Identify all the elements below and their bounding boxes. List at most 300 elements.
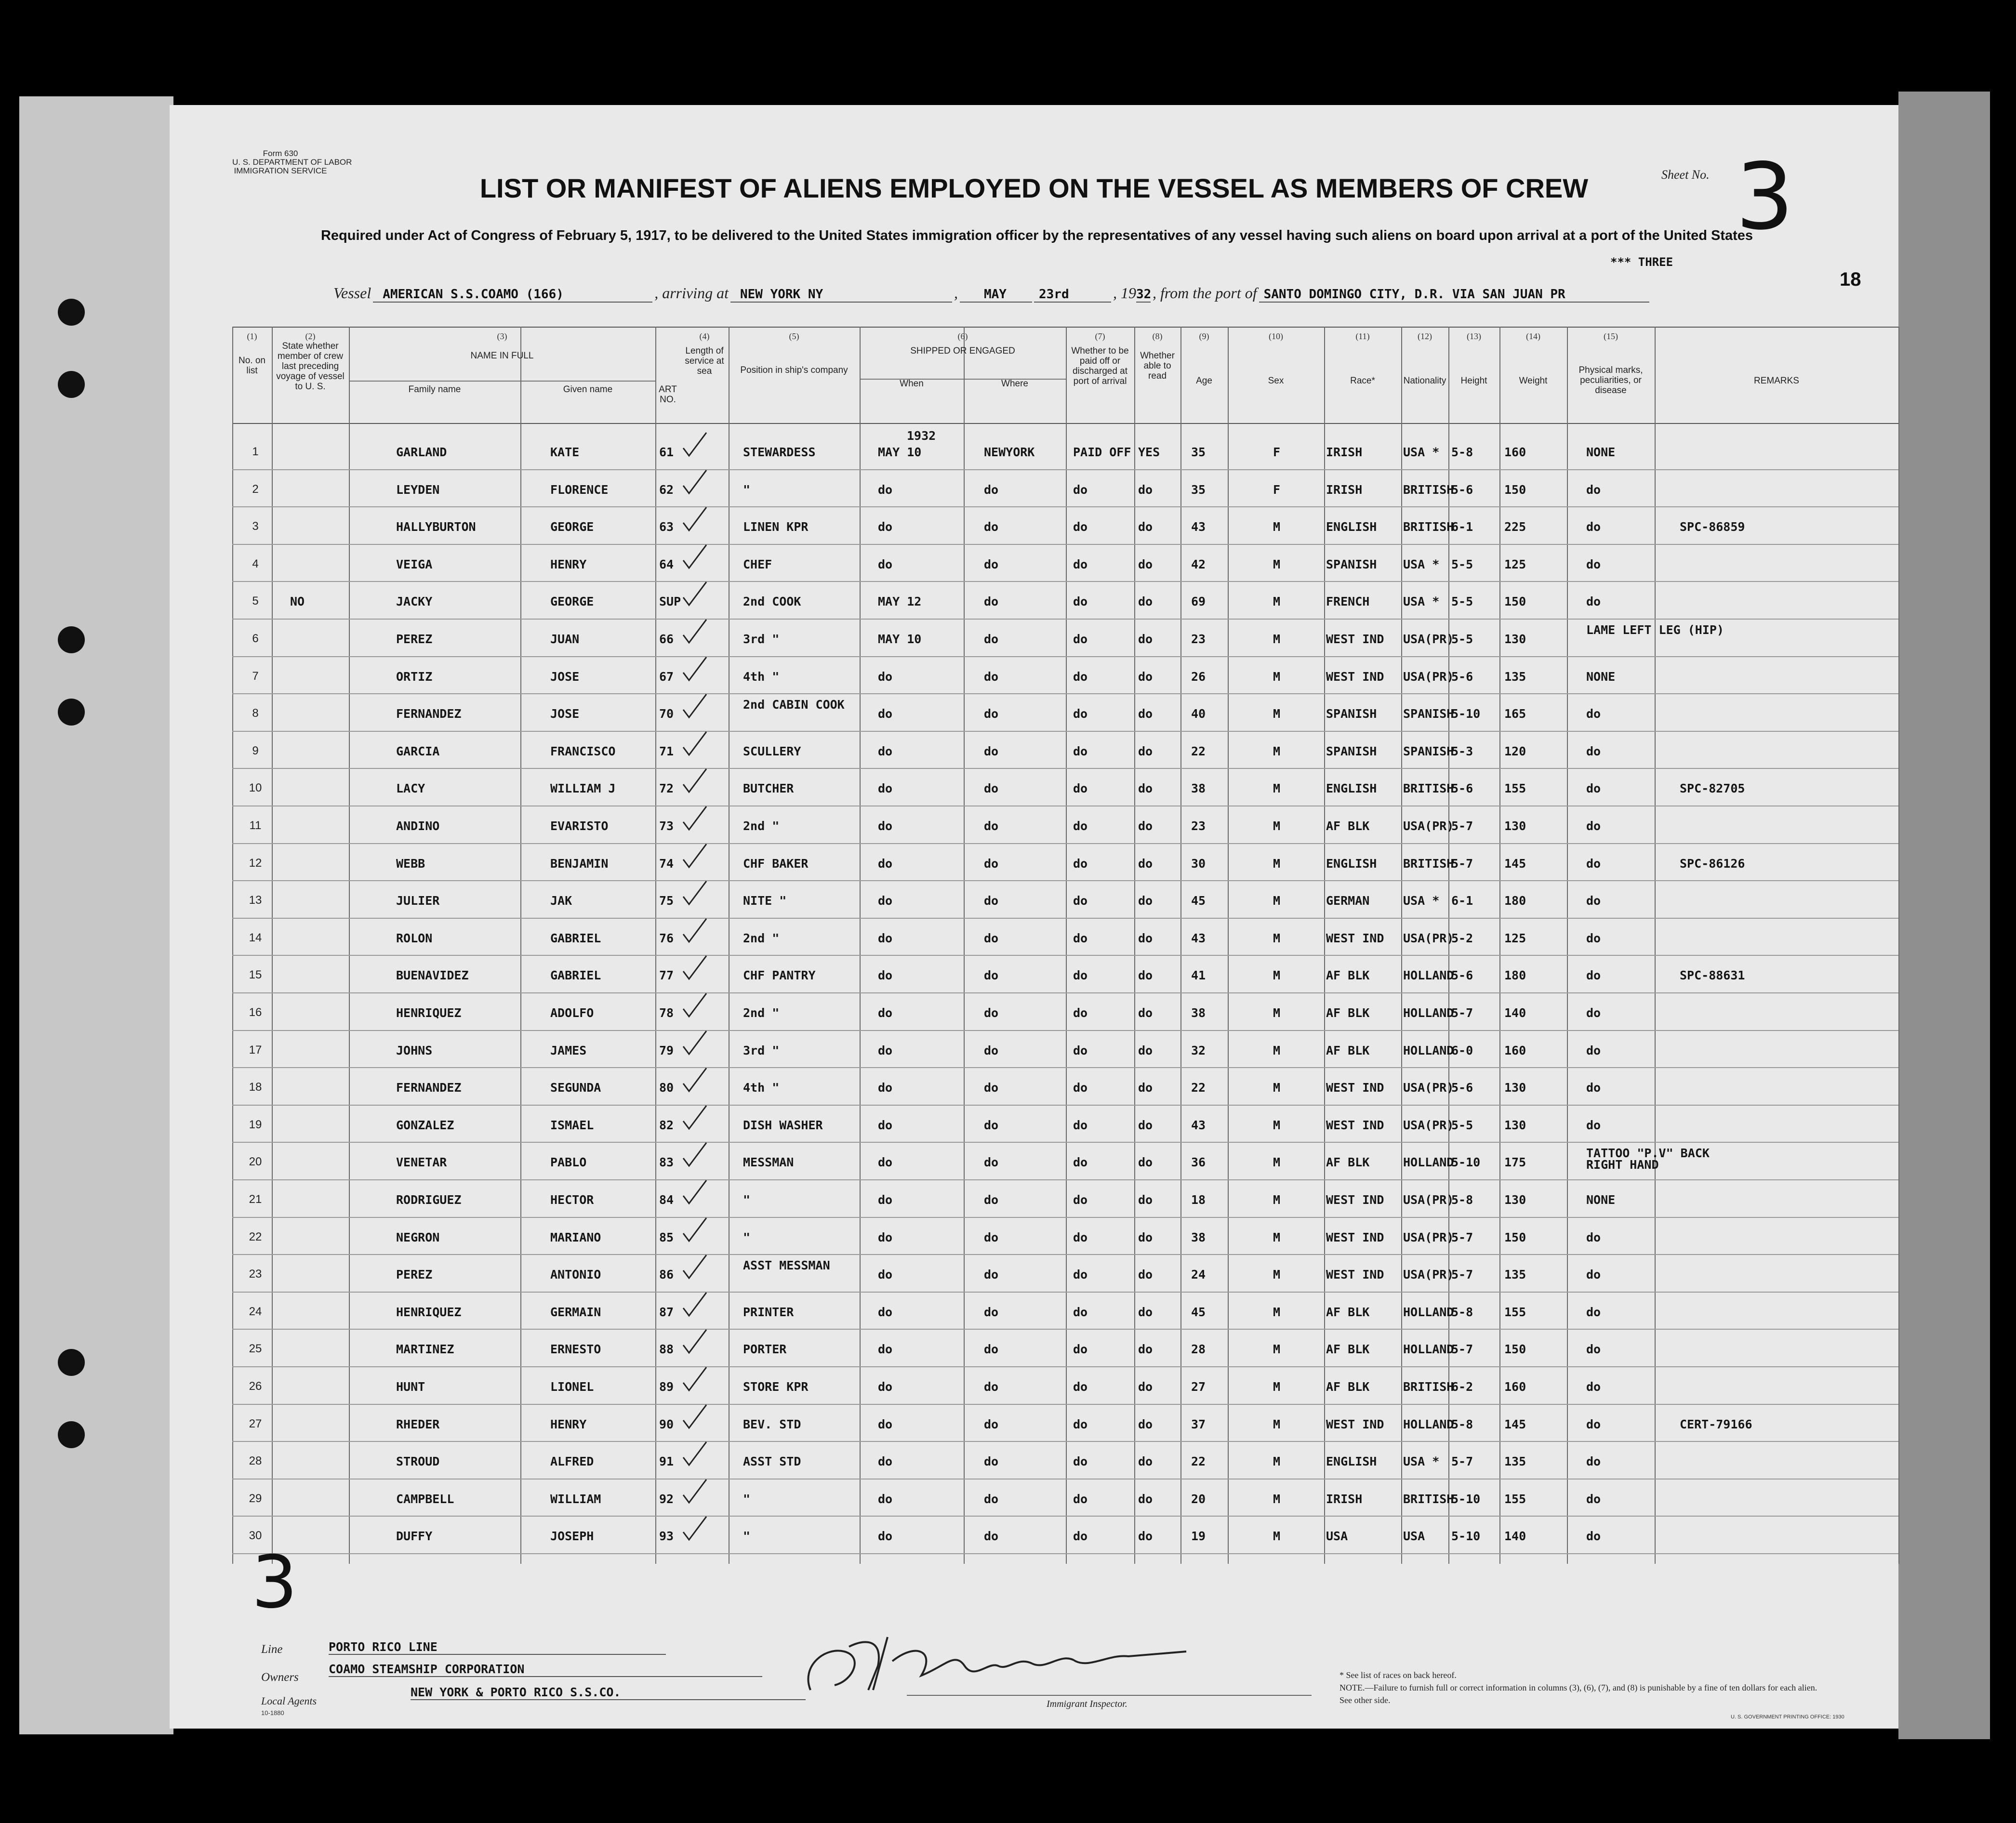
- race: AF BLK: [1326, 1305, 1370, 1319]
- position: 2nd ": [743, 1006, 780, 1020]
- age: 23: [1191, 819, 1206, 833]
- physical-marks: do: [1586, 1492, 1601, 1506]
- column-rule: [1567, 327, 1568, 1564]
- nationality: USA(PR): [1403, 670, 1454, 684]
- able-to-read: do: [1138, 968, 1153, 982]
- able-to-read: do: [1138, 1155, 1153, 1169]
- art-number: 71: [659, 744, 674, 758]
- position: CHF PANTRY: [743, 968, 816, 982]
- nationality: USA *: [1403, 1454, 1440, 1468]
- column-rule: [1180, 327, 1181, 1564]
- check-mark: [680, 1403, 709, 1432]
- paid-off: do: [1073, 707, 1088, 721]
- column-rule: [1499, 327, 1500, 1564]
- shipped-when: do: [878, 1155, 893, 1169]
- check-mark: [680, 1104, 709, 1133]
- shipped-when: MAY 10: [878, 632, 922, 646]
- race: WEST IND: [1326, 931, 1384, 945]
- shipped-when: do: [878, 1492, 893, 1506]
- check-mark: [680, 1478, 709, 1506]
- sex: M: [1273, 1380, 1281, 1394]
- given-name: FLORENCE: [550, 483, 609, 497]
- nationality: BRITISH: [1403, 1492, 1454, 1506]
- height: 5-6: [1451, 483, 1473, 497]
- shipped-where: do: [984, 931, 999, 945]
- column-header-physical: Physical marks, peculiarities, or disease: [1578, 365, 1643, 396]
- column-number: (1): [247, 331, 257, 341]
- row-rule: [232, 1366, 1898, 1367]
- shipped-where: do: [984, 857, 999, 871]
- position: 2nd ": [743, 819, 780, 833]
- paid-off: do: [1073, 670, 1088, 684]
- sex: M: [1273, 1268, 1281, 1281]
- column-header-race: Race*: [1350, 376, 1375, 386]
- paid-off: do: [1073, 931, 1088, 945]
- height: 5-8: [1451, 1305, 1473, 1319]
- paid-off: do: [1073, 1044, 1088, 1057]
- nationality: BRITISH: [1403, 781, 1454, 795]
- family-name: PEREZ: [396, 632, 433, 646]
- race: GERMAN: [1326, 894, 1370, 908]
- agents-name: NEW YORK & PORTO RICO S.S.CO.: [411, 1685, 806, 1700]
- race: WEST IND: [1326, 1268, 1384, 1281]
- family-name: GARCIA: [396, 744, 440, 758]
- weight: 135: [1504, 670, 1526, 684]
- shipped-where: do: [984, 1081, 999, 1095]
- art-number: 92: [659, 1492, 674, 1506]
- sheet-typed: *** THREE: [1610, 255, 1673, 269]
- able-to-read: do: [1138, 1305, 1153, 1319]
- art-number: 63: [659, 520, 674, 534]
- column-header-weight: Weight: [1519, 376, 1548, 386]
- able-to-read: do: [1138, 1342, 1153, 1356]
- row-rule: [232, 506, 1898, 507]
- row-rule: [232, 1067, 1898, 1068]
- physical-marks: NONE: [1586, 445, 1616, 459]
- nationality: HOLLAND: [1403, 968, 1454, 982]
- shipped-when: do: [878, 1118, 893, 1132]
- sex: M: [1273, 1529, 1281, 1543]
- position: 3rd ": [743, 632, 780, 646]
- check-mark: [680, 730, 709, 759]
- shipped-when: do: [878, 931, 893, 945]
- inspector-label: Immigrant Inspector.: [1047, 1699, 1127, 1709]
- paid-off: do: [1073, 1492, 1088, 1506]
- remarks: SPC-82705: [1680, 781, 1745, 795]
- column-header-shipped: SHIPPED OR ENGAGED: [910, 346, 1015, 356]
- row-rule: [232, 731, 1898, 732]
- able-to-read: do: [1138, 1529, 1153, 1543]
- art-number: 78: [659, 1006, 674, 1020]
- given-name: EVARISTO: [550, 819, 609, 833]
- height: 6-1: [1451, 520, 1473, 534]
- shipped-when: do: [878, 557, 893, 571]
- physical-marks: do: [1586, 1305, 1601, 1319]
- shipped-when: do: [878, 483, 893, 497]
- age: 32: [1191, 1044, 1206, 1057]
- age: 22: [1191, 744, 1206, 758]
- column-header-paid-off: Whether to be paid off or discharged at port of arrival: [1071, 346, 1129, 386]
- shipped-where: do: [984, 520, 999, 534]
- shipped-when: do: [878, 857, 893, 871]
- art-number: 87: [659, 1305, 674, 1319]
- column-rule: [1134, 327, 1135, 1564]
- arrival-month: MAY: [960, 287, 1032, 303]
- physical-marks: do: [1586, 520, 1601, 534]
- given-name: KATE: [550, 445, 580, 459]
- nationality: USA(PR): [1403, 632, 1454, 646]
- row-number: 16: [249, 1006, 262, 1019]
- physical-marks: do: [1586, 707, 1601, 721]
- punch-hole: [58, 371, 85, 398]
- height: 5-7: [1451, 1454, 1473, 1468]
- sex: M: [1273, 894, 1281, 908]
- art-number: 83: [659, 1155, 674, 1169]
- arrival-day: 23rd: [1034, 287, 1111, 303]
- height: 6-2: [1451, 1380, 1473, 1394]
- able-to-read: do: [1138, 931, 1153, 945]
- physical-marks: do: [1586, 1529, 1601, 1543]
- family-name: HENRIQUEZ: [396, 1305, 462, 1319]
- given-name: HENRY: [550, 1417, 587, 1431]
- race: WEST IND: [1326, 1230, 1384, 1244]
- shipped-where: do: [984, 707, 999, 721]
- position: 4th ": [743, 1081, 780, 1095]
- race: AF BLK: [1326, 1380, 1370, 1394]
- given-name: PABLO: [550, 1155, 587, 1169]
- race: AF BLK: [1326, 819, 1370, 833]
- race: ENGLISH: [1326, 520, 1377, 534]
- sex: M: [1273, 1118, 1281, 1132]
- row-number: 1: [252, 445, 259, 458]
- row-rule: [232, 992, 1898, 993]
- shipped-year: 1932: [907, 429, 936, 443]
- race: SPANISH: [1326, 557, 1377, 571]
- column-number: (3): [497, 331, 507, 341]
- from-port: SANTO DOMINGO CITY, D.R. VIA SAN JUAN PR: [1259, 287, 1649, 303]
- weight: 155: [1504, 1492, 1526, 1506]
- nationality: USA: [1403, 1529, 1425, 1543]
- sex: M: [1273, 1454, 1281, 1468]
- physical-marks: do: [1586, 1044, 1601, 1057]
- department-name: U. S. DEPARTMENT OF LABOR: [232, 158, 352, 167]
- given-name: GEORGE: [550, 594, 594, 608]
- column-rule: [1448, 327, 1449, 1564]
- column-number: (7): [1095, 331, 1105, 341]
- column-rule: [964, 327, 965, 1564]
- row-rule: [232, 619, 1898, 620]
- shipped-when: do: [878, 707, 893, 721]
- given-name: ISMAEL: [550, 1118, 594, 1132]
- race: ENGLISH: [1326, 857, 1377, 871]
- name-subheader-rule: [349, 381, 655, 382]
- row-number: 26: [249, 1380, 262, 1393]
- given-name: ERNESTO: [550, 1342, 601, 1356]
- position: ASST STD: [743, 1454, 801, 1468]
- row-number: 10: [249, 781, 262, 794]
- position: LINEN KPR: [743, 520, 809, 534]
- age: 19: [1191, 1529, 1206, 1543]
- column-number: (8): [1152, 331, 1163, 341]
- table-top-rule: [232, 327, 1898, 328]
- family-name: HALLYBURTON: [396, 520, 476, 534]
- physical-marks: do: [1586, 1268, 1601, 1281]
- physical-marks: do: [1586, 1454, 1601, 1468]
- race: AF BLK: [1326, 1044, 1370, 1057]
- paid-off: do: [1073, 1006, 1088, 1020]
- physical-marks: NONE: [1586, 1193, 1616, 1207]
- age: 35: [1191, 483, 1206, 497]
- given-name: SEGUNDA: [550, 1081, 601, 1095]
- nationality: SPANISH: [1403, 707, 1454, 721]
- row-number: 2: [252, 483, 259, 496]
- shipped-where: do: [984, 1454, 999, 1468]
- weight: 180: [1504, 968, 1526, 982]
- shipped-where: do: [984, 632, 999, 646]
- shipped-where: do: [984, 1380, 999, 1394]
- sex: M: [1273, 1081, 1281, 1095]
- arriving-port: NEW YORK NY: [730, 287, 952, 303]
- physical-marks: LAME LEFT LEG (HIP): [1586, 623, 1724, 637]
- shipped-where: do: [984, 1492, 999, 1506]
- column-header-name-in-full: NAME IN FULL: [470, 351, 534, 361]
- position: 2nd ": [743, 931, 780, 945]
- physical-marks: do: [1586, 931, 1601, 945]
- position: CHEF: [743, 557, 772, 571]
- paid-off: do: [1073, 1380, 1088, 1394]
- able-to-read: do: [1138, 483, 1153, 497]
- physical-marks: do: [1586, 819, 1601, 833]
- able-to-read: do: [1138, 1006, 1153, 1020]
- age: 24: [1191, 1268, 1206, 1281]
- family-name: CAMPBELL: [396, 1492, 454, 1506]
- given-name: ALFRED: [550, 1454, 594, 1468]
- height: 5-2: [1451, 931, 1473, 945]
- art-number: 61: [659, 445, 674, 459]
- family-name: RODRIGUEZ: [396, 1193, 462, 1207]
- nationality: HOLLAND: [1403, 1417, 1454, 1431]
- manifest-sheet: [170, 105, 1898, 1729]
- weight: 130: [1504, 632, 1526, 646]
- service-name: IMMIGRATION SERVICE: [234, 166, 327, 175]
- art-number: 75: [659, 894, 674, 908]
- height: 5-5: [1451, 632, 1473, 646]
- stamp-number: 18: [1840, 269, 1861, 290]
- height: 5-8: [1451, 1417, 1473, 1431]
- physical-marks: do: [1586, 857, 1601, 871]
- height: 5-7: [1451, 1230, 1473, 1244]
- sex: M: [1273, 857, 1281, 871]
- family-name: LACY: [396, 781, 425, 795]
- given-name: LIONEL: [550, 1380, 594, 1394]
- age: 43: [1191, 1118, 1206, 1132]
- age: 45: [1191, 1305, 1206, 1319]
- family-name: BUENAVIDEZ: [396, 968, 469, 982]
- check-mark: [680, 692, 709, 721]
- from-port-label: , from the port of: [1152, 284, 1257, 302]
- check-mark: [680, 1440, 709, 1469]
- family-name: RHEDER: [396, 1417, 440, 1431]
- column-header-sex: Sex: [1268, 376, 1284, 386]
- column-rule: [860, 327, 861, 1564]
- sex: M: [1273, 520, 1281, 534]
- row-number: 7: [252, 670, 259, 683]
- paid-off: do: [1073, 1417, 1088, 1431]
- family-name: FERNANDEZ: [396, 1081, 462, 1095]
- age: 26: [1191, 670, 1206, 684]
- able-to-read: do: [1138, 594, 1153, 608]
- position: 3rd ": [743, 1044, 780, 1057]
- position: PORTER: [743, 1342, 787, 1356]
- able-to-read: do: [1138, 1268, 1153, 1281]
- sex: F: [1273, 483, 1281, 497]
- column-number: (11): [1355, 331, 1370, 341]
- height: 5-7: [1451, 819, 1473, 833]
- physical-marks: do: [1586, 744, 1601, 758]
- given-name: HECTOR: [550, 1193, 594, 1207]
- position: BEV. STD: [743, 1417, 801, 1431]
- row-rule: [232, 1105, 1898, 1106]
- given-name: GERMAIN: [550, 1305, 601, 1319]
- check-mark: [680, 842, 709, 871]
- remarks: SPC-86126: [1680, 857, 1745, 871]
- race: WEST IND: [1326, 1081, 1384, 1095]
- able-to-read: do: [1138, 1118, 1153, 1132]
- sex: M: [1273, 1305, 1281, 1319]
- height: 5-6: [1451, 1081, 1473, 1095]
- shipped-where: do: [984, 1305, 999, 1319]
- row-number: 4: [252, 557, 259, 570]
- art-number: 84: [659, 1193, 674, 1207]
- able-to-read: do: [1138, 1454, 1153, 1468]
- position: ": [743, 1193, 751, 1207]
- footnote-races: * See list of races on back hereof.: [1340, 1670, 1457, 1680]
- punch-hole: [58, 626, 85, 653]
- row-number: 18: [249, 1081, 262, 1094]
- art-number: 79: [659, 1044, 674, 1057]
- paid-off: do: [1073, 1118, 1088, 1132]
- sex: M: [1273, 632, 1281, 646]
- paid-off: do: [1073, 483, 1088, 497]
- physical-marks: do: [1586, 894, 1601, 908]
- row-number: 28: [249, 1454, 262, 1467]
- position: SCULLERY: [743, 744, 801, 758]
- given-name: WILLIAM: [550, 1492, 601, 1506]
- punch-hole: [58, 1421, 85, 1448]
- column-number: (6): [957, 331, 968, 341]
- shipped-when: do: [878, 1044, 893, 1057]
- art-number: 62: [659, 483, 674, 497]
- able-to-read: do: [1138, 857, 1153, 871]
- nationality: USA *: [1403, 594, 1440, 608]
- row-number: 23: [249, 1268, 262, 1281]
- race: WEST IND: [1326, 1118, 1384, 1132]
- shipped-when: do: [878, 1342, 893, 1356]
- nationality: USA(PR): [1403, 1268, 1454, 1281]
- row-number: 3: [252, 520, 259, 533]
- nationality: BRITISH: [1403, 483, 1454, 497]
- shipped-when: do: [878, 1529, 893, 1543]
- family-name: JULIER: [396, 894, 440, 908]
- paid-off: PAID OFF: [1073, 445, 1131, 459]
- shipped-where: do: [984, 1044, 999, 1057]
- given-name: ANTONIO: [550, 1268, 601, 1281]
- position: DISH WASHER: [743, 1118, 823, 1132]
- row-number: 14: [249, 931, 262, 944]
- check-mark: [680, 1029, 709, 1058]
- art-number: 76: [659, 931, 674, 945]
- shipped-when: do: [878, 1193, 893, 1207]
- height: 5-10: [1451, 1155, 1481, 1169]
- row-rule: [232, 1441, 1898, 1442]
- height: 5-5: [1451, 594, 1473, 608]
- arrival-year: 32: [1136, 287, 1152, 302]
- sex: M: [1273, 1044, 1281, 1057]
- art-number: 93: [659, 1529, 674, 1543]
- position: 2nd COOK: [743, 594, 801, 608]
- row-rule: [232, 1217, 1898, 1218]
- given-name: FRANCISCO: [550, 744, 616, 758]
- height: 5-7: [1451, 1342, 1473, 1356]
- check-mark: [680, 655, 709, 684]
- height: 5-7: [1451, 1268, 1473, 1281]
- weight: 145: [1504, 1417, 1526, 1431]
- weight: 140: [1504, 1529, 1526, 1543]
- arriving-label: , arriving at: [654, 284, 729, 302]
- row-rule: [232, 1142, 1898, 1143]
- able-to-read: do: [1138, 670, 1153, 684]
- physical-marks: do: [1586, 781, 1601, 795]
- column-rule: [1066, 327, 1067, 1564]
- inspector-signature: [791, 1608, 1312, 1704]
- position: PRINTER: [743, 1305, 794, 1319]
- able-to-read: do: [1138, 557, 1153, 571]
- column-rule: [1228, 327, 1229, 1564]
- shipped-when: do: [878, 744, 893, 758]
- punch-hole: [58, 1349, 85, 1376]
- race: ENGLISH: [1326, 781, 1377, 795]
- shipped-where: do: [984, 557, 999, 571]
- age: 43: [1191, 520, 1206, 534]
- column-rule: [1898, 327, 1899, 1564]
- age: 37: [1191, 1417, 1206, 1431]
- weight: 180: [1504, 894, 1526, 908]
- family-name: MARTINEZ: [396, 1342, 454, 1356]
- shipped-where: do: [984, 1342, 999, 1356]
- row-number: 11: [249, 819, 262, 832]
- race: WEST IND: [1326, 1417, 1384, 1431]
- weight: 130: [1504, 1193, 1526, 1207]
- art-number: 72: [659, 781, 674, 795]
- paid-off: do: [1073, 857, 1088, 871]
- able-to-read: do: [1138, 1417, 1153, 1431]
- weight: 155: [1504, 1305, 1526, 1319]
- paid-off: do: [1073, 1342, 1088, 1356]
- physical-marks: do: [1586, 1006, 1601, 1020]
- shipped-when: do: [878, 1230, 893, 1244]
- weight: 150: [1504, 1342, 1526, 1356]
- height: 5-10: [1451, 707, 1481, 721]
- art-number: 74: [659, 857, 674, 871]
- row-rule: [232, 656, 1898, 657]
- paid-off: do: [1073, 1230, 1088, 1244]
- given-name: HENRY: [550, 557, 587, 571]
- row-number: 22: [249, 1230, 262, 1243]
- age: 35: [1191, 445, 1206, 459]
- age: 18: [1191, 1193, 1206, 1207]
- position: CHF BAKER: [743, 857, 809, 871]
- race: IRISH: [1326, 1492, 1363, 1506]
